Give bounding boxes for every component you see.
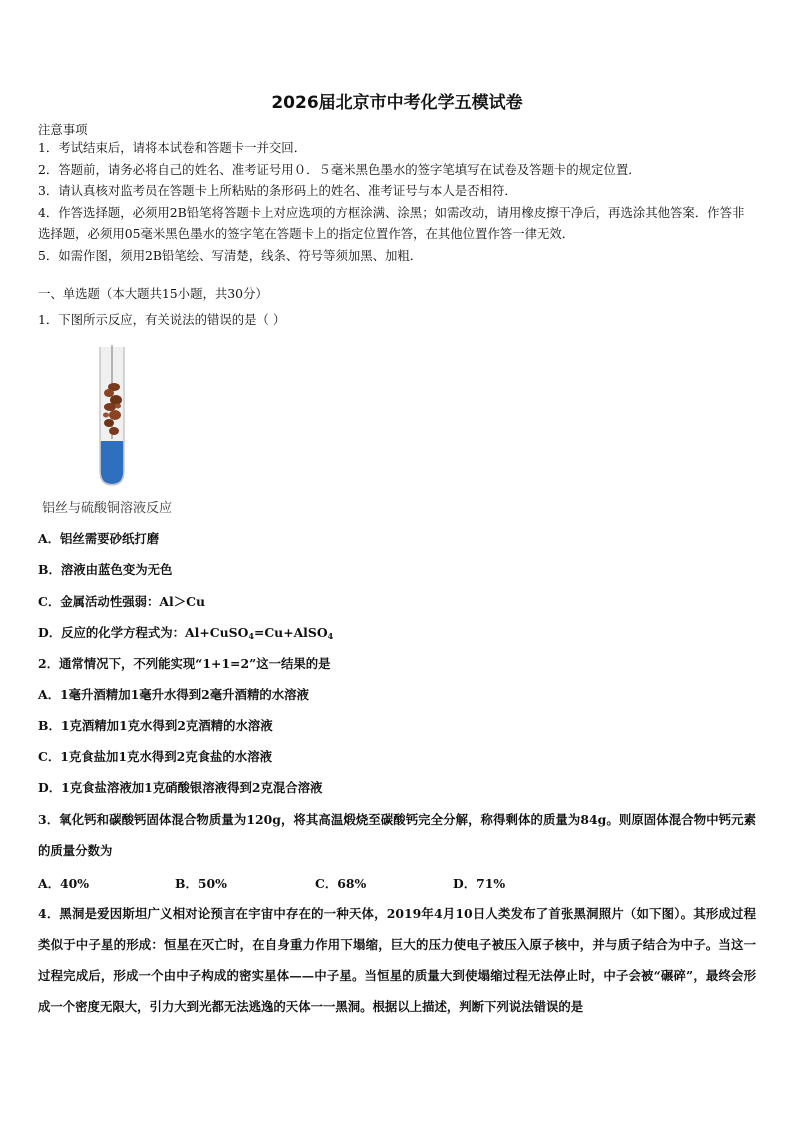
notice-item: 3．请认真核对监考员在答题卡上所粘贴的条形码上的姓名、准考证号与本人是否相符．: [38, 183, 517, 198]
notice-item: 4．作答选择题，必须用2B铅笔将答题卡上对应选项的方框涂满、涂黑；如需改动，请用橡皮擦干净后，再选涂其他答案．作答非选择题，必须用05毫米黑色墨水的签字笔在答题卡上的指定位置作答，在其他位置作答一律无效．: [38, 204, 745, 241]
notice-heading: 注意事项: [38, 122, 88, 137]
subscript: 4: [248, 631, 254, 641]
notice-item: 5．如需作图，须用2B铅笔绘、写清楚，线条、符号等须加黑、加粗．: [38, 247, 423, 263]
q1-option-c: C．金属活动性强弱：Al＞Cu: [38, 594, 205, 609]
q2-option-d: D．1克食盐溶液加1克硝酸银溶液得到2克混合溶液: [38, 780, 323, 795]
page-title: 2026届北京市中考化学五模试卷: [271, 93, 523, 113]
q3-stem: 3．氧化钙和碳酸钙固体混合物质量为120g，将其高温煅烧至碳酸钙完全分解，称得剩体的质量为84g。则原固体混合物中钙元素的质量分数为: [38, 812, 756, 858]
q2-option-c: C．1克食盐加1克水得到2克食盐的水溶液: [38, 749, 272, 764]
test-tube-image: [92, 343, 138, 489]
q2-option-a: A．1毫升酒精加1毫升水得到2毫升酒精的水溶液: [38, 687, 309, 702]
q1-stem: 1．下图所示反应，有关说法的错误的是（ ）: [38, 312, 286, 327]
q3-option-c: C．68%: [315, 876, 367, 891]
q1-option-d: [38, 625, 333, 641]
q4-stem: 4．黑洞是爱因斯坦广义相对论预言在宇宙中存在的一种天体，2019年4月10日人类发布了首张黑洞照片（如下图）。其形成过程类似于中子星的形成：恒星在灭亡时，在自身重力作用下塌缩，巨大的压力使电子被压入原子核中，并与质子结合为中子。当这一过程完成后，形成一个由中子构成的密实星体——中子星。当恒星的质量大到使塌缩过程无法停止时，中子会被“碾碎”，最终会形成一个密度无限大，引力大到光都无法逃逸的天体一一黑洞。根据以上描述，判断下列说法错误的是: [38, 906, 756, 1014]
notice-item: 1．考试结束后，请将本试卷和答题卡一并交回．: [38, 140, 307, 155]
blue-solution: [101, 441, 123, 484]
q1-option-a: A．铝丝需要砂纸打磨: [38, 531, 160, 546]
q3-option-b: B．50%: [175, 876, 227, 891]
q3-option-d: D．71%: [453, 876, 506, 891]
notice-list: [38, 137, 756, 266]
q2-option-b: B．1克酒精加1克水得到2克酒精的水溶液: [38, 718, 273, 733]
notice-item: 2．答题前，请务必将自己的姓名、准考证号用０．５毫米黑色墨水的签字笔填写在试卷及答题卡的规定位置．: [38, 161, 641, 177]
section-heading: 一、单选题（本大题共15小题，共30分）: [38, 286, 268, 301]
subscript: 4: [327, 631, 334, 641]
option-d-text: D．反应的化学方程式为：Al+CuSO: [38, 625, 249, 640]
q1-option-b: B．溶液由蓝色变为无色: [38, 562, 173, 577]
option-d-text: =Cu+AlSO: [253, 625, 328, 640]
image-caption: 铝丝与硫酸铜溶液反应: [42, 501, 173, 516]
q3-option-a: A．40%: [38, 876, 90, 891]
q2-stem: 2．通常情况下，不列能实现“1+1=2”这一结果的是: [38, 656, 331, 671]
